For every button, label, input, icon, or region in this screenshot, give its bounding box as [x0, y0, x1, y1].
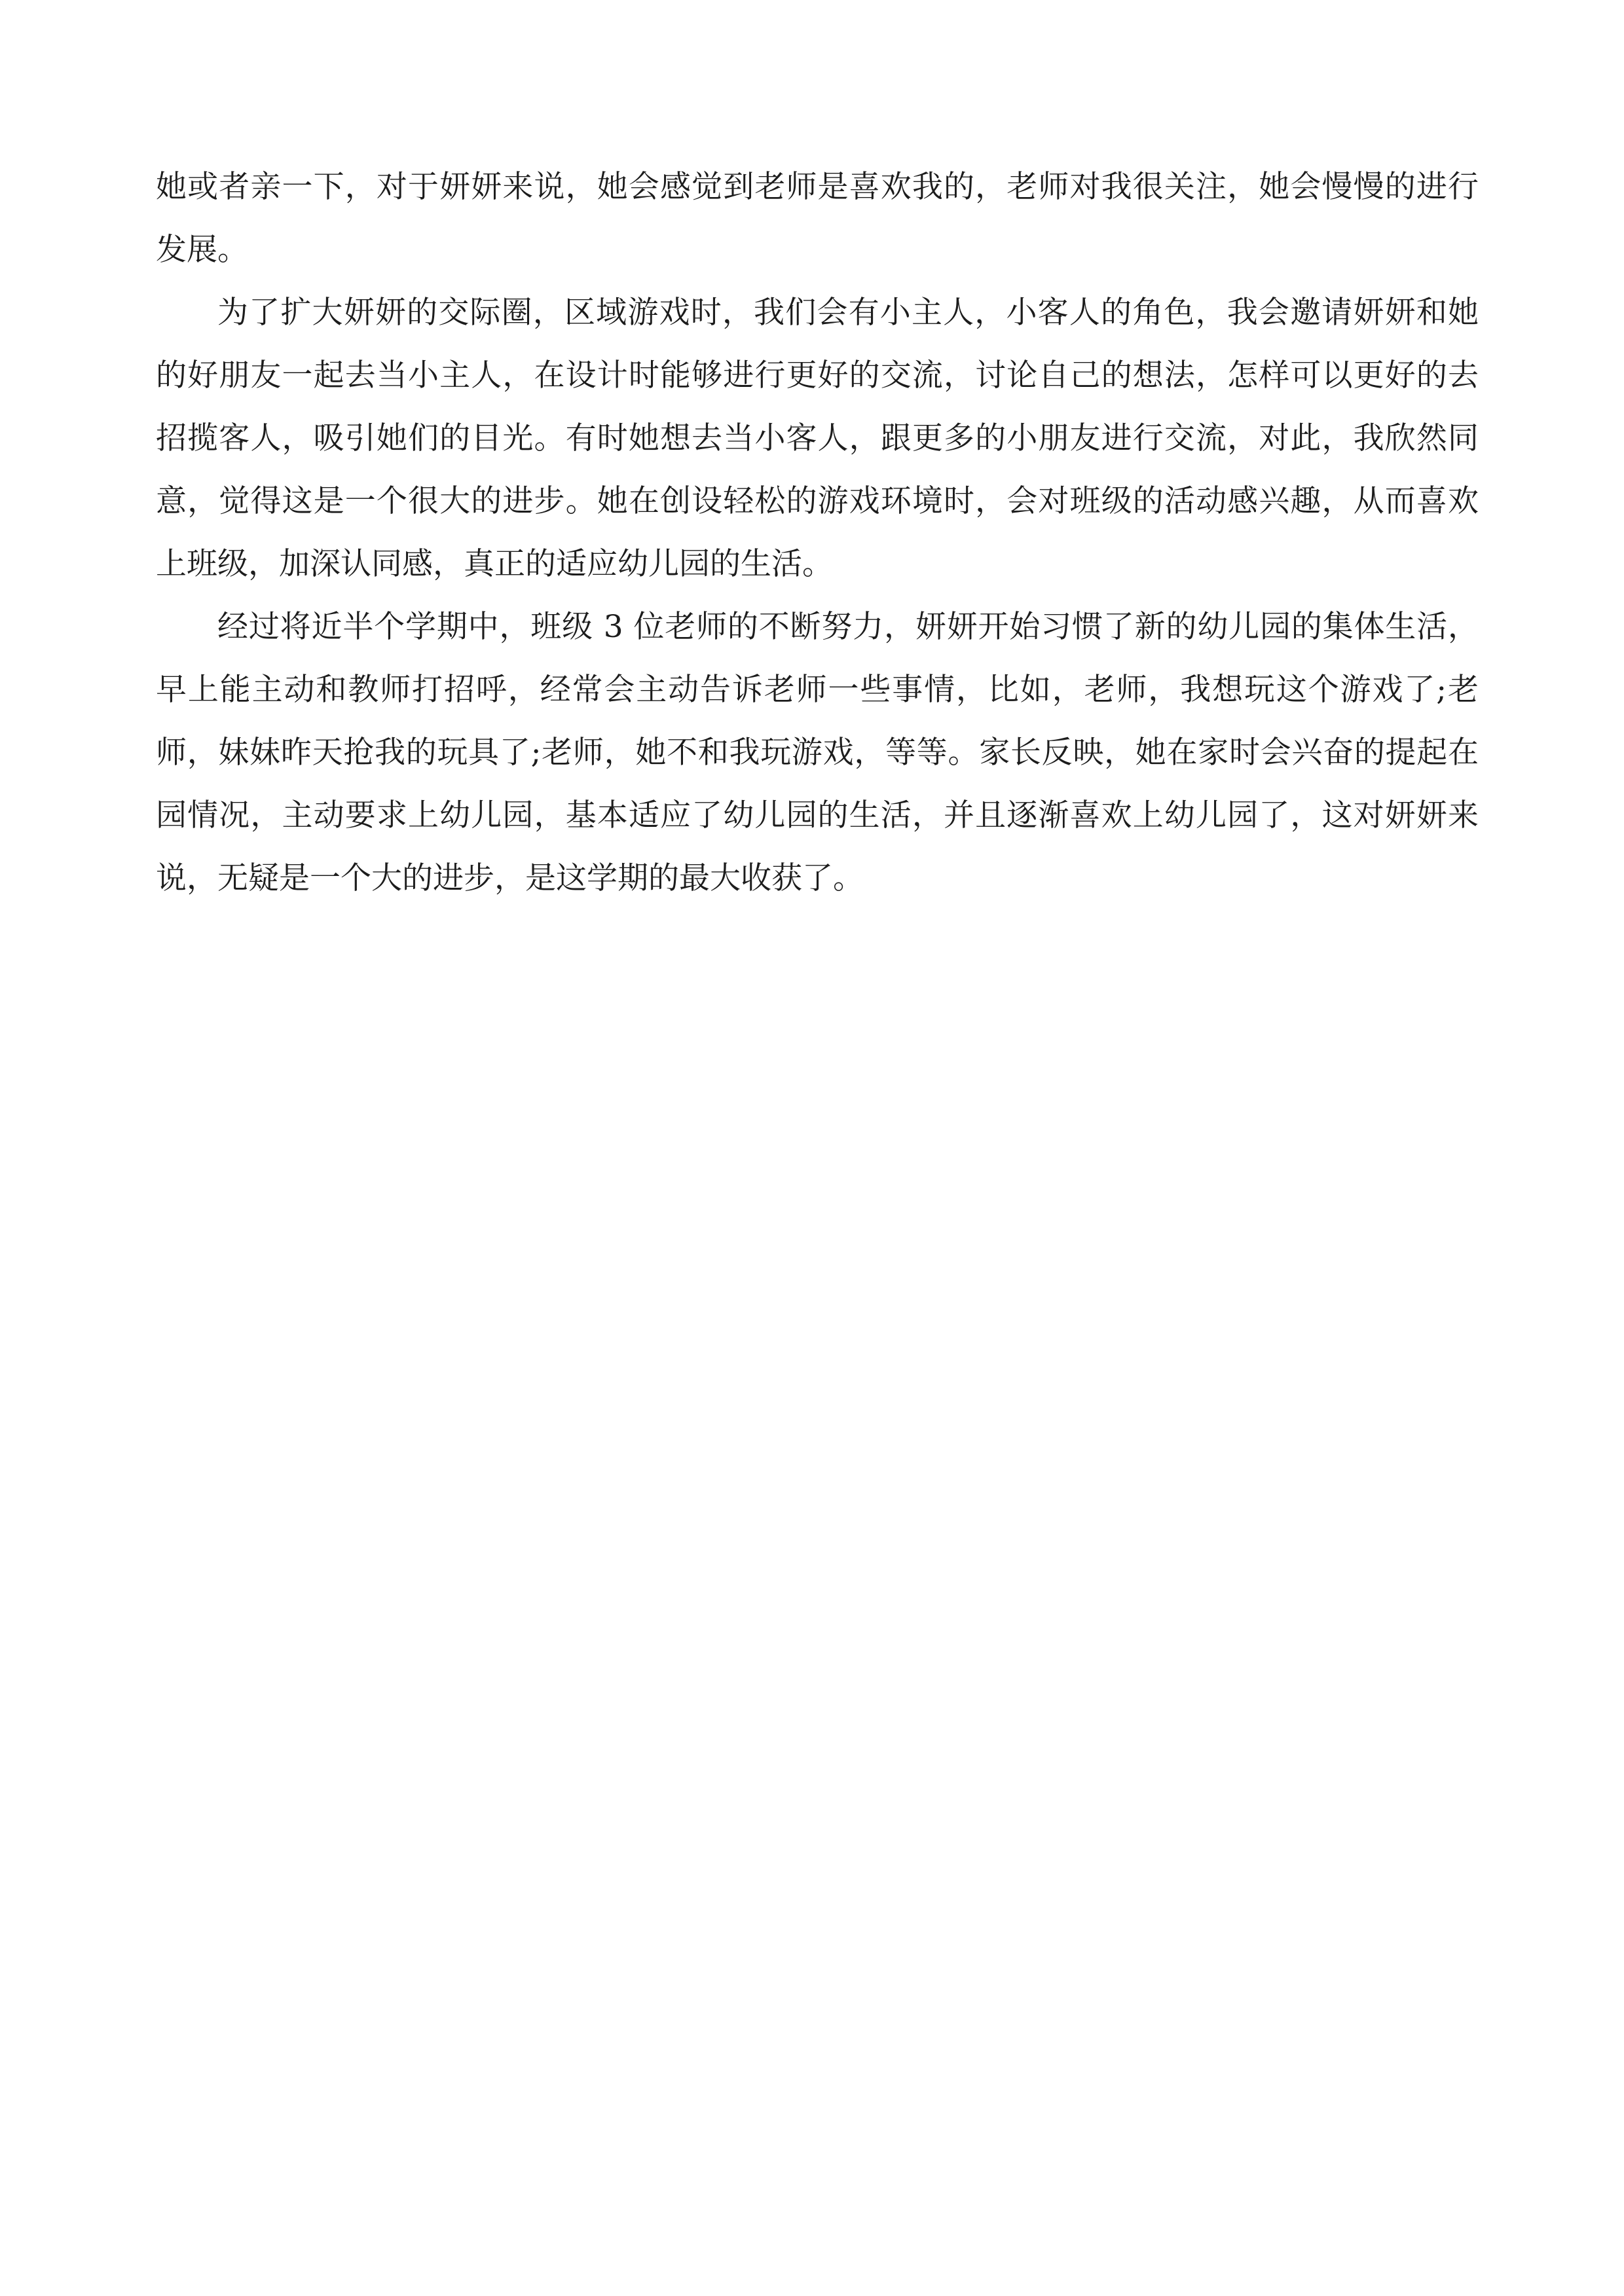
paragraph: 为了扩大妍妍的交际圈，区域游戏时，我们会有小主人，小客人的角色，我会邀请妍妍和她的好朋友一起去当小主人，在设计时能够进行更好的交流，讨论自己的想法，怎样可以更好的去招揽客人，吸引她们的目光。有时她想去当小客人，跟更多的小朋友进行交流，对此，我欣然同意，觉得这是一个很大的进步。她在创设轻松的游戏环境时，会对班级的活动感兴趣，从而喜欢上班级，加深认同感，真正的适应幼儿园的生活。: [156, 295, 1479, 582]
paragraph-continued: 她或者亲一下，对于妍妍来说，她会感觉到老师是喜欢我的，老师对我很关注，她会慢慢的进行发展。: [156, 169, 1479, 268]
document-body: [156, 156, 1479, 910]
paragraph: 经过将近半个学期中，班级 3 位老师的不断努力，妍妍开始习惯了新的幼儿园的集体生活，早上能主动和教师打招呼，经常会主动告诉老师一些事情，比如，老师，我想玩这个游戏了;老师，妹妹昨天抢我的玩具了;老师，她不和我玩游戏，等等。家长反映，她在家时会兴奋的提起在园情况，主动要求上幼儿园，基本适应了幼儿园的生活，并且逐渐喜欢上幼儿园了，这对妍妍来说，无疑是一个大的进步，是这学期的最大收获了。: [156, 609, 1479, 896]
